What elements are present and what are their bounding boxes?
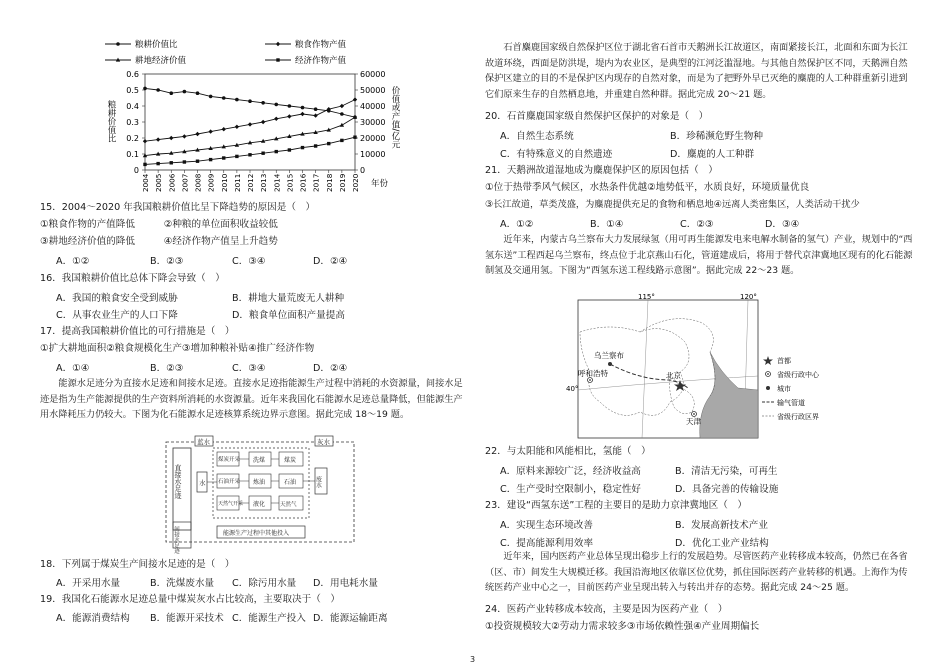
data-point bbox=[170, 161, 173, 164]
legend-label: 耕地经济价值 bbox=[135, 56, 187, 66]
q22-option-b[interactable]: B．清洁无污染，可再生 bbox=[675, 466, 778, 477]
data-point bbox=[261, 152, 264, 155]
series-path bbox=[145, 100, 355, 142]
legend-city: 城市 bbox=[777, 385, 791, 393]
data-point bbox=[222, 127, 226, 131]
legend-label: 粮耕价值比 bbox=[135, 40, 178, 50]
q22-option-a[interactable]: A．原料来源较广泛，经济收益高 bbox=[500, 466, 641, 477]
q15-option-c[interactable]: C．③④ bbox=[232, 256, 266, 267]
x-tick-label: 2019 bbox=[337, 173, 347, 192]
data-point bbox=[340, 104, 344, 108]
lat-40-label: 40° bbox=[566, 385, 579, 393]
y-left-tick-label: 0.4 bbox=[126, 102, 139, 111]
q21-option-c[interactable]: C．②③ bbox=[680, 219, 714, 230]
legend-label: 经济作物产值 bbox=[295, 56, 347, 66]
data-point bbox=[288, 148, 291, 151]
q22-option-c[interactable]: C．生产受时空限制小，稳定性好 bbox=[500, 484, 642, 495]
data-point bbox=[222, 156, 225, 159]
q19-option-d[interactable]: D．能源运输距离 bbox=[313, 613, 388, 624]
coal-mining-label: 煤炭开采 bbox=[218, 457, 241, 463]
x-tick-label: 2010 bbox=[219, 173, 229, 192]
series-line bbox=[143, 115, 357, 157]
x-tick-label: 2008 bbox=[193, 173, 203, 192]
y-right-tick-label: 20000 bbox=[360, 134, 386, 143]
q24-statement: ①投资规模较大②劳动力需求较多③市场依赖性强④产业周期偏长 bbox=[485, 621, 760, 632]
q23-option-c[interactable]: C．提高能源利用效率 bbox=[500, 538, 594, 549]
data-point bbox=[274, 117, 278, 121]
series-line bbox=[143, 87, 357, 119]
blue-water-label: 蓝水 bbox=[197, 438, 210, 446]
data-point bbox=[196, 160, 199, 163]
y-right-tick-label: 0 bbox=[360, 166, 366, 175]
y-left-tick-label: 0 bbox=[133, 166, 139, 175]
data-point bbox=[248, 122, 252, 126]
passage-18-19: 能源水足迹分为直接水足迹和间接水足迹。直接水足迹指能源生产过程中消耗的水资源量，间接水足迹是指为生产能源提供的生产资料所消耗的水资源量。近年来我国化石能源水足迹总量降低，但能源生产用水降耗压力仍较大。下图为化石能源水足迹核算系统边界示意图。据此完成 18～19 题。 bbox=[40, 378, 463, 420]
q22-option-d[interactable]: D．具备完善的传输设施 bbox=[675, 484, 779, 495]
oil-mining-label: 石油开采 bbox=[218, 479, 241, 485]
question-17: 17．提高我国粮耕价值比的可行措施是（ ） bbox=[40, 326, 235, 337]
data-point bbox=[196, 91, 200, 95]
q21-statement-1: ①位于热带季风气候区，水热条件优越②地势低平，水质良好，环境质量优良 bbox=[485, 182, 810, 193]
data-point bbox=[143, 87, 147, 91]
map-legend bbox=[762, 356, 820, 421]
x-tick-label: 2007 bbox=[180, 173, 190, 192]
q23-option-b[interactable]: B．发展高新技术产业 bbox=[675, 520, 768, 531]
question-22: 22．与太阳能和风能相比，氢能（ ） bbox=[485, 446, 651, 457]
x-tick-label: 2017 bbox=[311, 173, 321, 192]
wash-label: 洗煤 bbox=[253, 457, 266, 464]
legend-capital: 首都 bbox=[777, 357, 791, 365]
data-point bbox=[314, 107, 318, 111]
legend-province-boundary: 省级行政区界 bbox=[777, 413, 819, 421]
data-point bbox=[301, 146, 304, 149]
y-left-tick-label: 0.5 bbox=[126, 86, 139, 95]
q18-option-b[interactable]: B．洗煤废水量 bbox=[150, 578, 215, 589]
series-line bbox=[143, 97, 357, 143]
data-point bbox=[156, 162, 159, 165]
passage-24-25: 近年来，国内医药产业总体呈现出稳步上行的发展趋势。尽管医药产业转移成本较高，仍然已在各省（区、市）间发生大规模迁移。我国沿海地区依靠区位优势，抓住国际医药产业转移的机遇。上海作为传统医药产业中心之一，目前医药产业呈现出转入与转出并存的态势。据此完成 24～25 题。 bbox=[485, 551, 908, 593]
data-point bbox=[182, 134, 186, 138]
legend-marker bbox=[116, 42, 120, 46]
data-point bbox=[313, 113, 317, 117]
data-point bbox=[248, 153, 251, 156]
liquefy-label: 液化 bbox=[253, 501, 266, 508]
data-point bbox=[195, 132, 199, 136]
q19-option-c[interactable]: C．能源生产投入 bbox=[232, 613, 306, 624]
data-point bbox=[209, 95, 213, 99]
q17-option-d[interactable]: D．②④ bbox=[313, 363, 348, 374]
data-point bbox=[287, 114, 291, 118]
city-tianjin: 天津 bbox=[686, 417, 701, 426]
q20-option-b[interactable]: B．珍稀濒危野生物种 bbox=[670, 131, 763, 142]
water-footprint-diagram bbox=[165, 434, 355, 554]
hydrogen-pipeline-map bbox=[566, 292, 820, 442]
y-right-tick-label: 60000 bbox=[360, 70, 386, 79]
q17-option-a[interactable]: A．①④ bbox=[56, 363, 90, 374]
data-point bbox=[209, 158, 212, 161]
data-point bbox=[314, 144, 317, 147]
data-point bbox=[183, 90, 187, 94]
data-point bbox=[340, 123, 344, 127]
q15-statement-2: ③耕地经济价值的降低 ④经济作物产值呈上升趋势 bbox=[40, 236, 278, 247]
q18-option-a[interactable]: A．开采用水量 bbox=[56, 578, 121, 589]
q19-option-b[interactable]: B．能源开采技术 bbox=[150, 613, 224, 624]
city-wulanchabu: 乌兰察布 bbox=[594, 351, 624, 360]
y-left-axis-title: 粮耕价值比 bbox=[106, 100, 116, 143]
q21-option-b[interactable]: B．①④ bbox=[590, 219, 624, 230]
chart-legend bbox=[105, 39, 347, 66]
y-left-tick-label: 0.3 bbox=[126, 118, 139, 127]
refine-label: 炼油 bbox=[253, 479, 266, 486]
other-inputs-label: 能源生产过程中其他投入 bbox=[223, 530, 290, 537]
x-tick-label: 2014 bbox=[272, 173, 282, 192]
oil-label: 石油 bbox=[284, 479, 297, 486]
data-point bbox=[274, 103, 278, 107]
y-left-tick-label: 0.2 bbox=[126, 134, 139, 143]
q21-statement-2: ③长江故道，草类茂盛，为麋鹿提供充足的食物和栖息地④远离人类密集区，人类活动干扰少 bbox=[485, 199, 860, 210]
q15-statement-1: ①粮食作物的产值降低 ②种粮的单位面积收益较低 bbox=[40, 219, 278, 230]
question-20: 20．石首麋鹿国家级自然保护区保护的对象是（ ） bbox=[485, 111, 709, 122]
q21-option-d[interactable]: D．③④ bbox=[765, 219, 800, 230]
passage-22-23: 近年来，内蒙古乌兰察布大力发展绿氢（用可再生能源发电来电解水制备的氢气）产业，规划中的“西氢东送”工程西起乌兰察布，终点位于北京燕山石化，管道建成后，将用于替代京津冀地区现有的化石能源制氢及交通用氢。下图为“西氢东送工程线路示意图”。据此完成 22～23 题。 bbox=[485, 234, 913, 276]
y-right-tick-label: 30000 bbox=[360, 118, 386, 127]
q15-option-b[interactable]: B．②③ bbox=[150, 256, 184, 267]
q18-option-d[interactable]: D．用电耗水量 bbox=[313, 578, 378, 589]
data-point bbox=[235, 125, 239, 129]
data-point bbox=[248, 99, 252, 103]
x-tick-label: 2015 bbox=[285, 173, 295, 192]
q18-option-c[interactable]: C．除污用水量 bbox=[232, 578, 297, 589]
x-tick-label: 2018 bbox=[324, 173, 334, 192]
data-point bbox=[288, 104, 292, 108]
y-right-tick-label: 40000 bbox=[360, 102, 386, 111]
data-point bbox=[208, 129, 212, 133]
data-point bbox=[275, 150, 278, 153]
data-point bbox=[353, 136, 356, 139]
chart-axes bbox=[106, 70, 400, 192]
data-point bbox=[353, 97, 357, 101]
legend-marker bbox=[276, 58, 279, 61]
passage-20-21: 石首麋鹿国家级自然保护区位于湖北省石首市天鹅洲长江故道区，南面紧接长江，北面和东面为长江故道环绕，西面是防洪堤，堤内为农业区，是典型的江河泛滥湿地。与其他自然保护区不同，天鹅洲自然保护区建立的目的不是保护区内现存的自然对象，而是为了把野外早已灭绝的麋鹿的人工种群重新引进到它们原来生存的自然栖息地，并重建自然种群。据此完成 20～21 题。 bbox=[485, 42, 908, 100]
y-right-tick-label: 50000 bbox=[360, 86, 386, 95]
legend-label: 粮食作物产值 bbox=[295, 40, 347, 50]
x-tick-label: 2016 bbox=[298, 173, 308, 192]
q15-option-a[interactable]: A．①② bbox=[56, 256, 90, 267]
city-beijing: 北京 bbox=[666, 371, 681, 380]
data-point bbox=[143, 139, 147, 143]
grey-water-label: 灰水 bbox=[317, 438, 330, 446]
q20-option-a[interactable]: A．自然生态系统 bbox=[500, 131, 574, 142]
data-point bbox=[340, 112, 344, 116]
q16-option-c[interactable]: C．从事农业生产的人口下降 bbox=[56, 310, 178, 321]
data-point bbox=[169, 136, 173, 140]
data-point bbox=[156, 88, 160, 92]
wastewater-label: 废水 bbox=[314, 476, 322, 488]
x-tick-label: 2004 bbox=[141, 173, 150, 192]
data-point bbox=[222, 96, 226, 100]
y-right-tick-label: 10000 bbox=[360, 150, 386, 159]
data-point bbox=[169, 91, 173, 95]
q19-option-a[interactable]: A．能源消费结构 bbox=[56, 613, 130, 624]
lon-115-label: 115° bbox=[638, 293, 655, 301]
q17-option-c[interactable]: C．③④ bbox=[232, 363, 266, 374]
q17-option-b[interactable]: B．②③ bbox=[150, 363, 184, 374]
data-point bbox=[261, 101, 265, 105]
data-point bbox=[183, 160, 186, 163]
chart-series bbox=[143, 87, 357, 166]
q17-statement: ①扩大耕地面积②粮食规模化生产③增加种粮补贴④推广经济作物 bbox=[40, 343, 315, 354]
line-chart bbox=[95, 38, 475, 192]
direct-water-label: 直接水足迹 bbox=[174, 464, 182, 499]
q23-option-d[interactable]: D．优化工业产业结构 bbox=[675, 538, 769, 549]
coal-label: 煤炭 bbox=[284, 457, 297, 464]
x-tick-label: 2013 bbox=[259, 173, 269, 192]
water-label: 水 bbox=[199, 479, 206, 487]
data-point bbox=[143, 163, 146, 166]
q15-option-d[interactable]: D．②④ bbox=[313, 256, 348, 267]
x-tick-label: 2009 bbox=[206, 173, 216, 192]
data-point bbox=[300, 112, 304, 116]
data-point bbox=[235, 155, 238, 158]
q16-option-a[interactable]: A．我国的粮食安全受到威胁 bbox=[56, 293, 178, 304]
q21-option-a[interactable]: A．①② bbox=[500, 219, 534, 230]
question-23: 23．建设“西氢东送”工程的主要目的是助力京津冀地区（ ） bbox=[485, 500, 747, 511]
question-16: 16．我国粮耕价值比总体下降会导致（ ） bbox=[40, 273, 225, 284]
legend-pipeline: 输气管道 bbox=[777, 399, 805, 407]
y-right-axis-title: 价值或产值/亿元 bbox=[390, 86, 400, 149]
data-point bbox=[340, 139, 343, 142]
data-point bbox=[327, 142, 330, 145]
data-point bbox=[235, 98, 239, 102]
legend-marker bbox=[276, 42, 280, 46]
data-point bbox=[301, 106, 305, 110]
x-tick-label: 2011 bbox=[232, 173, 242, 192]
legend-provincial-center: 省级行政中心 bbox=[777, 371, 819, 379]
x-tick-label: 2006 bbox=[167, 173, 177, 192]
page-number: 3 bbox=[470, 655, 476, 664]
data-point bbox=[156, 137, 160, 141]
question-19: 19．我国化石能源水足迹总量中煤炭灰水占比较高，主要取决于（ ） bbox=[40, 594, 341, 605]
q20-option-c[interactable]: C．有特殊意义的自然遗迹 bbox=[500, 149, 613, 160]
x-tick-label: 2012 bbox=[246, 173, 255, 192]
question-24: 24．医药产业转移成本较高，主要是因为医药产业（ ） bbox=[485, 604, 728, 615]
q23-option-a[interactable]: A．实现生态环境改善 bbox=[500, 520, 593, 531]
indirect-water-label: 间接水足迹 bbox=[173, 526, 179, 554]
gas-label: 天然气 bbox=[280, 502, 297, 508]
y-left-tick-label: 0.1 bbox=[126, 150, 139, 159]
city-huhehaote: 呼和浩特 bbox=[578, 369, 608, 378]
q16-option-b[interactable]: B．耕地大量荒废无人耕种 bbox=[232, 293, 345, 304]
x-axis-title: 年份 bbox=[371, 179, 389, 189]
question-18: 18．下列属于煤炭生产间接水足迹的是（ ） bbox=[40, 559, 235, 570]
x-tick-label: 2020 bbox=[351, 173, 360, 192]
x-tick-label: 2005 bbox=[154, 173, 164, 192]
q16-option-d[interactable]: D．粮食单位面积产量提高 bbox=[232, 310, 345, 321]
q20-option-d[interactable]: D．麋鹿的人工种群 bbox=[670, 149, 755, 160]
data-point bbox=[261, 120, 265, 124]
lon-120-label: 120° bbox=[740, 293, 757, 301]
y-left-tick-label: 0.6 bbox=[126, 70, 139, 79]
question-21: 21．天鹅洲故道湿地成为麋鹿保护区的原因包括（ ） bbox=[485, 165, 718, 176]
question-15: 15．2004～2020 年我国粮耕价值比呈下降趋势的原因是（ ） bbox=[40, 202, 316, 213]
gas-mining-label: 天然气开采 bbox=[218, 501, 244, 507]
series-line bbox=[143, 136, 356, 167]
